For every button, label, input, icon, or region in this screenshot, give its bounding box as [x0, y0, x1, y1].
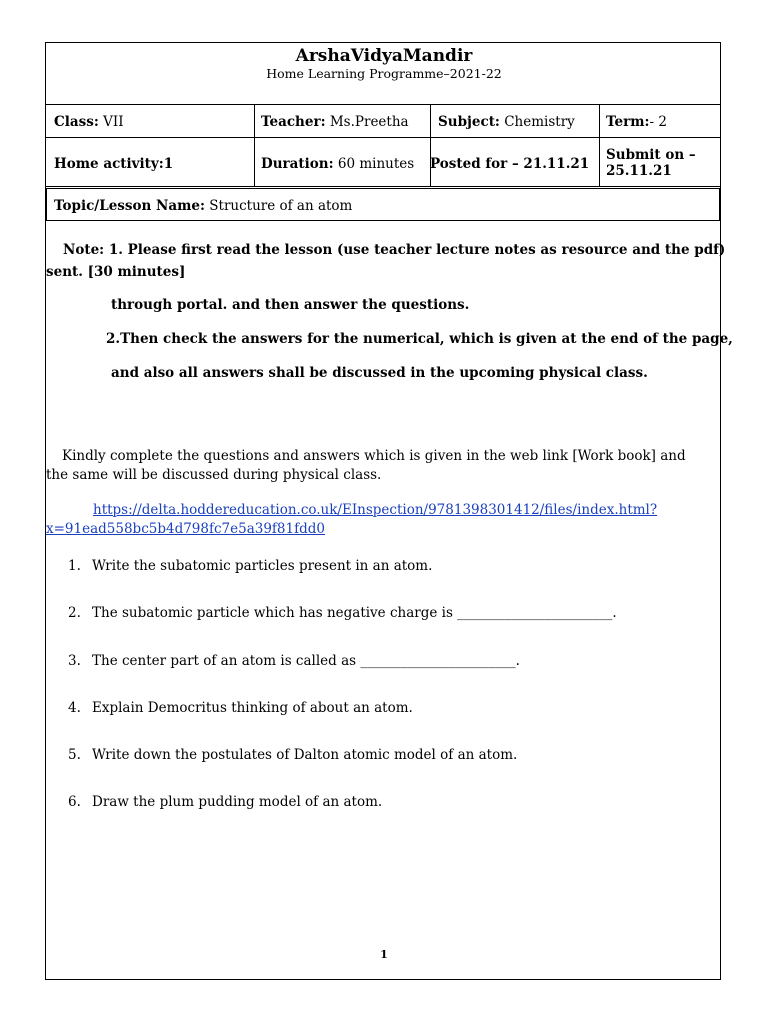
term-value: - 2	[649, 114, 667, 130]
table-divider-3	[599, 104, 600, 186]
question-5	[68, 747, 517, 763]
question-number: 2.	[68, 605, 81, 621]
duration-cell	[261, 156, 414, 172]
workbook-link[interactable]: https://delta.hoddereducation.co.uk/EInspection/9781398301412/files/index.html?	[93, 502, 658, 518]
teacher-value: Ms.Preetha	[329, 114, 409, 130]
note-line-1b: sent. [30 minutes]	[46, 264, 186, 280]
teacher-label: Teacher:	[261, 114, 326, 130]
note-line-3: 2.Then check the answers for the numerical, which is given at the end of the page,	[106, 331, 733, 347]
question-1	[68, 558, 432, 574]
workbook-link-cont[interactable]: x=91ead558bc5b4d798fc7e5a39f81fdd0	[46, 521, 325, 537]
topic-label: Topic/Lesson Name:	[54, 198, 205, 214]
question-number: 4.	[68, 700, 81, 716]
topic-cell	[54, 198, 352, 214]
table-line-top	[46, 104, 720, 105]
page-number: 1	[380, 948, 388, 961]
duration-label: Duration:	[261, 156, 334, 172]
term-label: Term:	[606, 114, 650, 130]
subject-cell	[438, 114, 575, 130]
question-6	[68, 794, 382, 810]
submit-date: 25.11.21	[606, 163, 672, 179]
question-number: 1.	[68, 558, 81, 574]
submit-label: Submit on –	[606, 147, 696, 163]
question-3	[68, 653, 520, 669]
question-text: Write down the postulates of Dalton atomic model of an atom.	[92, 747, 518, 763]
activity-cell	[54, 156, 173, 172]
topic-value: Structure of an atom	[209, 198, 353, 214]
question-number: 5.	[68, 747, 81, 763]
activity-label: Home activity:1	[54, 156, 174, 172]
question-number: 3.	[68, 653, 81, 669]
class-cell	[54, 114, 124, 130]
table-line-middle	[46, 137, 720, 138]
duration-value: 60 minutes	[337, 156, 415, 172]
term-cell	[606, 114, 667, 130]
question-2	[68, 605, 617, 621]
posted-cell	[430, 156, 589, 172]
table-divider-2	[430, 104, 431, 186]
class-label: Class:	[54, 114, 99, 130]
subject-value: Chemistry	[504, 114, 575, 130]
class-value: VII	[103, 114, 124, 130]
table-line-bottom	[46, 186, 720, 187]
question-text: Write the subatomic particles present in an atom.	[92, 558, 433, 574]
instruction-line-1: Kindly complete the questions and answers which is given in the web link [Work book] and	[62, 448, 686, 464]
note-line-2: through portal. and then answer the questions.	[111, 297, 470, 313]
question-number: 6.	[68, 794, 81, 810]
question-text: The center part of an atom is called as _______________________.	[92, 653, 520, 669]
question-text: The subatomic particle which has negative charge is _______________________.	[92, 605, 617, 621]
programme-title: Home Learning Programme–2021-22	[266, 66, 502, 81]
question-text: Explain Democritus thinking of about an atom.	[92, 700, 413, 716]
question-4	[68, 700, 413, 716]
subject-label: Subject:	[438, 114, 500, 130]
submit-cell	[606, 147, 696, 179]
note-line-1: Note: 1. Please first read the lesson (use teacher lecture notes as resource and the pdf)	[63, 242, 726, 258]
table-divider-1	[254, 104, 255, 186]
posted-label: Posted for – 21.11.21	[430, 156, 590, 172]
instruction-line-2: the same will be discussed during physical class.	[46, 467, 382, 483]
school-name: ArshaVidyaMandir	[295, 46, 473, 66]
note-line-4: and also all answers shall be discussed in the upcoming physical class.	[111, 365, 648, 381]
question-text: Draw the plum pudding model of an atom.	[92, 794, 383, 810]
teacher-cell	[261, 114, 409, 130]
